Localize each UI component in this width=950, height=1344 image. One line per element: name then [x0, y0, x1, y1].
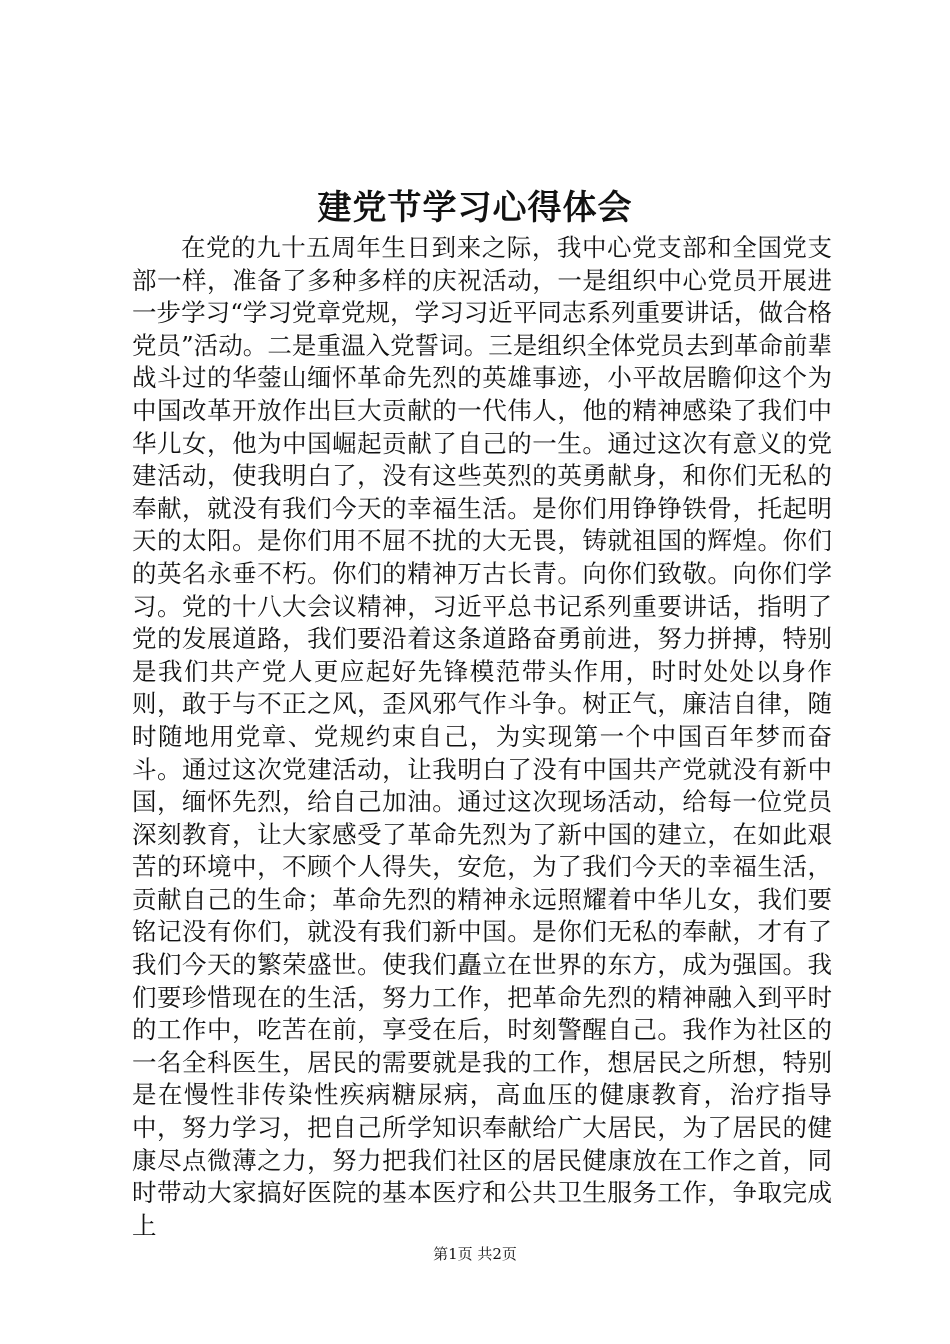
page-number-footer: 第1页 共2页: [433, 1245, 517, 1263]
document-title: 建党节学习心得体会: [317, 188, 633, 228]
document-body-paragraph: 在党的九十五周年生日到来之际，我中心党支部和全国党支部一样，准备了多种多样的庆祝活动，一是组织中心党员开展进一步学习“学习党章党规，学习习近平同志系列重要讲话，做合格党员”活动。二是重温入党誓词。三是组织全体党员去到革命前辈战斗过的华蓥山缅怀革命先烈的英雄事迹，小平故居瞻仰这个为中国改革开放作出巨大贡献的一代伟人，他的精神感染了我们中华儿女，他为中国崛起贡献了自己的一生。通过这次有意义的党建活动，使我明白了，没有这些英烈的英勇献身，和你们无私的奉献，就没有我们今天的幸福生活。是你们用铮铮铁骨，托起明天的太阳。是你们用不屈不扰的大无畏，铸就祖国的辉煌。你们的英名永垂不朽。你们的精神万古长青。向你们致敬。向你们学习。党的十八大会议精神，习近平总书记系列重要讲话，指明了党的发展道路，我们要沿着这条道路奋勇前进，努力拼搏，特别是我们共产党人更应起好先锋模范带头作用，时时处处以身作则，敢于与不正之风，歪风邪气作斗争。树正气，廉洁自律，随时随地用党章、党规约束自己，为实现第一个中国百年梦而奋斗。通过这次党建活动，让我明白了没有中国共产党就没有新中国，缅怀先烈，给自己加油。通过这次现场活动，给每一位党员深刻教育，让大家感受了革命先烈为了新中国的建立，在如此艰苦的环境中，不顾个人得失，安危，为了我们今天的幸福生活，贡献自己的生命；革命先烈的精神永远照耀着中华儿女，我们要铭记没有你们，就没有我们新中国。是你们无私的奉献，才有了我们今天的繁荣盛世。使我们矗立在世界的东方，成为强国。我们要珍惜现在的生活，努力工作，把革命先烈的精神融入到平时的工作中，吃苦在前，享受在后，时刻警醒自己。我作为社区的一名全科医生，居民的需要就是我的工作，想居民之所想，特别是在慢性非传染性疾病糖尿病，高血压的健康教育，治疗指导中，努力学习，把自己所学知识奉献给广大居民，为了居民的健康尽点微薄之力，努力把我们社区的居民健康放在工作之首，同时带动大家搞好医院的基本医疗和公共卫生服务工作，争取完成上: [132, 233, 832, 1240]
